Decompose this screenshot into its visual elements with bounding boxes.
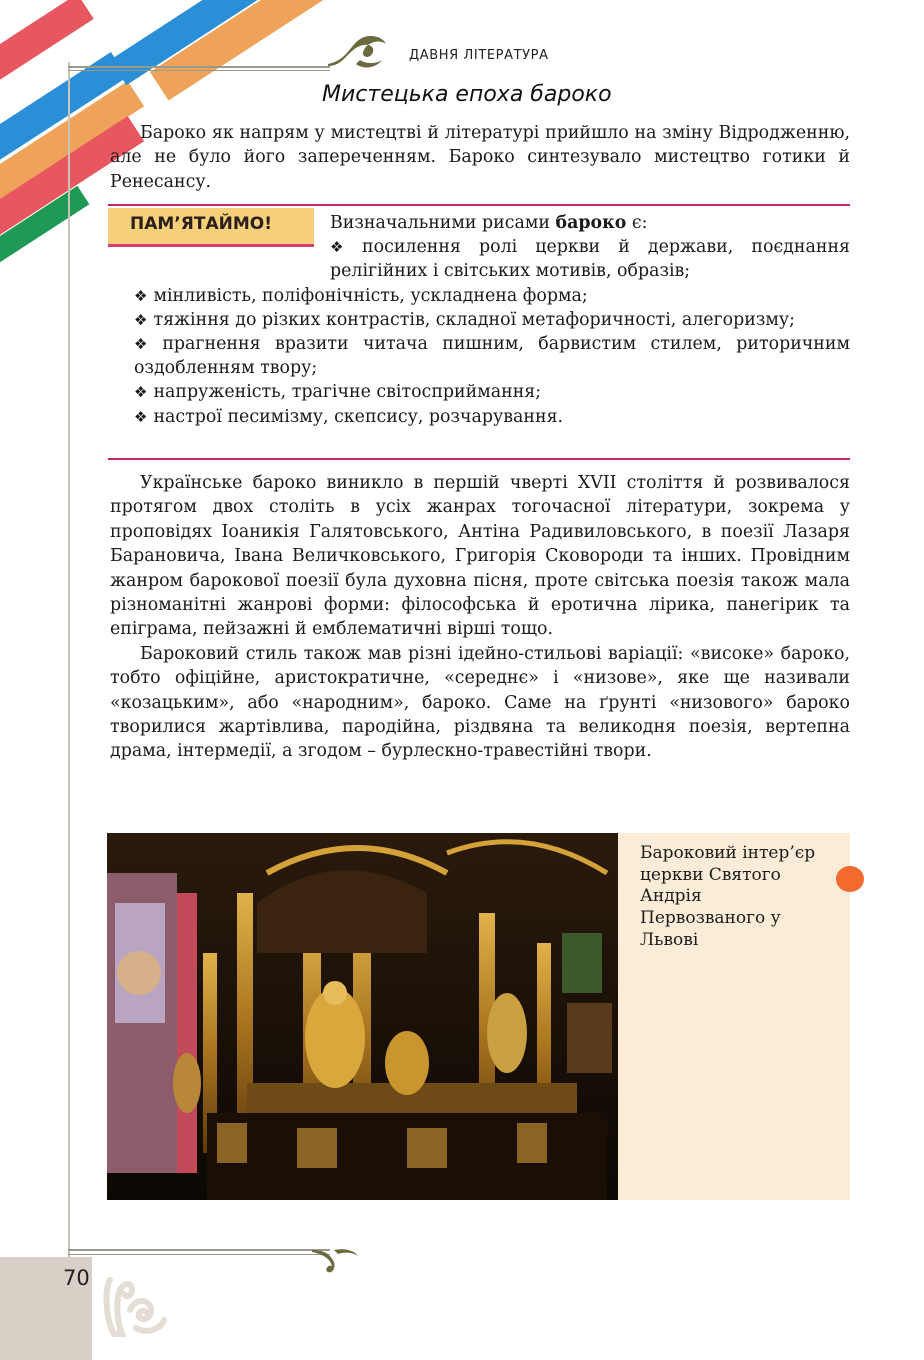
scroll-ornament-icon bbox=[326, 30, 390, 74]
frame-top-rule bbox=[68, 66, 330, 68]
scroll-ornament-bottom-icon bbox=[310, 1244, 360, 1284]
memo-box bbox=[110, 211, 850, 429]
frame-top-rule-thin bbox=[68, 70, 330, 71]
memo-item-text: напруженість, трагічне світосприймання; bbox=[153, 382, 542, 403]
memo-badge-label: ПАМ’ЯТАЙМО! bbox=[130, 214, 272, 234]
memo-item bbox=[110, 284, 850, 308]
badge-spacer bbox=[110, 211, 330, 261]
orange-dot-marker bbox=[836, 866, 864, 892]
church-interior-photo bbox=[107, 833, 618, 1200]
caption-box bbox=[618, 833, 850, 1200]
memo-bottom-rule bbox=[108, 458, 850, 460]
body-paragraph-2: Бароковий стиль також мав різні ідейно-стильові варіації: «високе» бароко, тобто офіційне, аристократичне, «середнє» і «низове», яке ще називали «козацьким», або «народним», бароко. Саме на ґрунті «низового» бароко творилися жартівлива, пародійна, різдвяна та великодня поезія, вертепна драма, інтермедії, а згодом – бурлескно-травестійні твори. bbox=[110, 643, 850, 762]
bullet-icon: ❖ bbox=[134, 407, 148, 426]
memo-item-text: прагнення вразити читача пишним, барвистим стилем, риторичним оздобленням твору; bbox=[134, 334, 851, 379]
body-text bbox=[110, 471, 850, 764]
memo-item-text: посилення ролі церкви й держави, поєднання релігійних і світських мотивів, образів; bbox=[330, 237, 851, 282]
frame-bottom-rule-thin bbox=[68, 1254, 330, 1255]
frame-left-rule bbox=[68, 62, 70, 1257]
memo-item bbox=[110, 405, 850, 429]
memo-top-rule bbox=[108, 204, 850, 206]
page-number: 70 bbox=[63, 1266, 90, 1290]
figure-caption: Бароковий інтер’єр церкви Святого Андрія Первозваного у Львові bbox=[640, 843, 816, 950]
church-interior-illustration bbox=[107, 833, 618, 1200]
bullet-icon: ❖ bbox=[330, 238, 357, 257]
memo-item bbox=[110, 380, 850, 404]
ornamental-logo-icon bbox=[100, 1270, 170, 1340]
memo-item-text: настрої песимізму, скепсису, розчарування. bbox=[153, 406, 564, 427]
memo-lead-after: є: bbox=[626, 213, 648, 233]
memo-item bbox=[110, 332, 850, 380]
bullet-icon: ❖ bbox=[134, 310, 148, 329]
memo-item-text: мінливість, поліфонічність, ускладнена форма; bbox=[153, 285, 588, 306]
memo-lead-bold: бароко bbox=[555, 213, 627, 233]
memo-item-text: тяжіння до різких контрастів, складної метафоричності, алегоризму; bbox=[153, 309, 795, 330]
memo-item bbox=[110, 308, 850, 332]
memo-lead-before: Визначальними рисами bbox=[330, 213, 556, 233]
bullet-icon: ❖ bbox=[134, 383, 148, 402]
frame-bottom-rule bbox=[68, 1249, 330, 1251]
bullet-icon: ❖ bbox=[134, 286, 148, 305]
body-paragraph-1: Українське бароко виникло в першій чверті XVII століття й розвивалося протягом двох століть в усіх жанрах тогочасної літератури, зокрема у проповідях Іоаникія Галятовського, Антіна Радивиловського, в поезії Лазаря Барановича, Івана Величковського, Григорія Сковороди та інших. Провідним жанром барокової поезії була духовна пісня, проте світська поезія також мала різноманітні жанрові форми: філософська й еротична лірика, панегірик та епіграма, пейзажні й емблематичні вірші тощо. bbox=[110, 473, 850, 640]
running-head: ДАВНЯ ЛІТЕРАТУРА bbox=[409, 48, 549, 63]
intro-paragraph bbox=[110, 121, 850, 194]
bullet-icon: ❖ bbox=[134, 335, 157, 354]
section-title: Мистецька епоха бароко bbox=[322, 82, 612, 107]
intro-text: Бароко як напрям у мистецтві й літературі прийшло на зміну Відродженню, але не було його запереченням. Бароко синтезувало мистецтво готики й Ренесансу. bbox=[110, 123, 850, 192]
